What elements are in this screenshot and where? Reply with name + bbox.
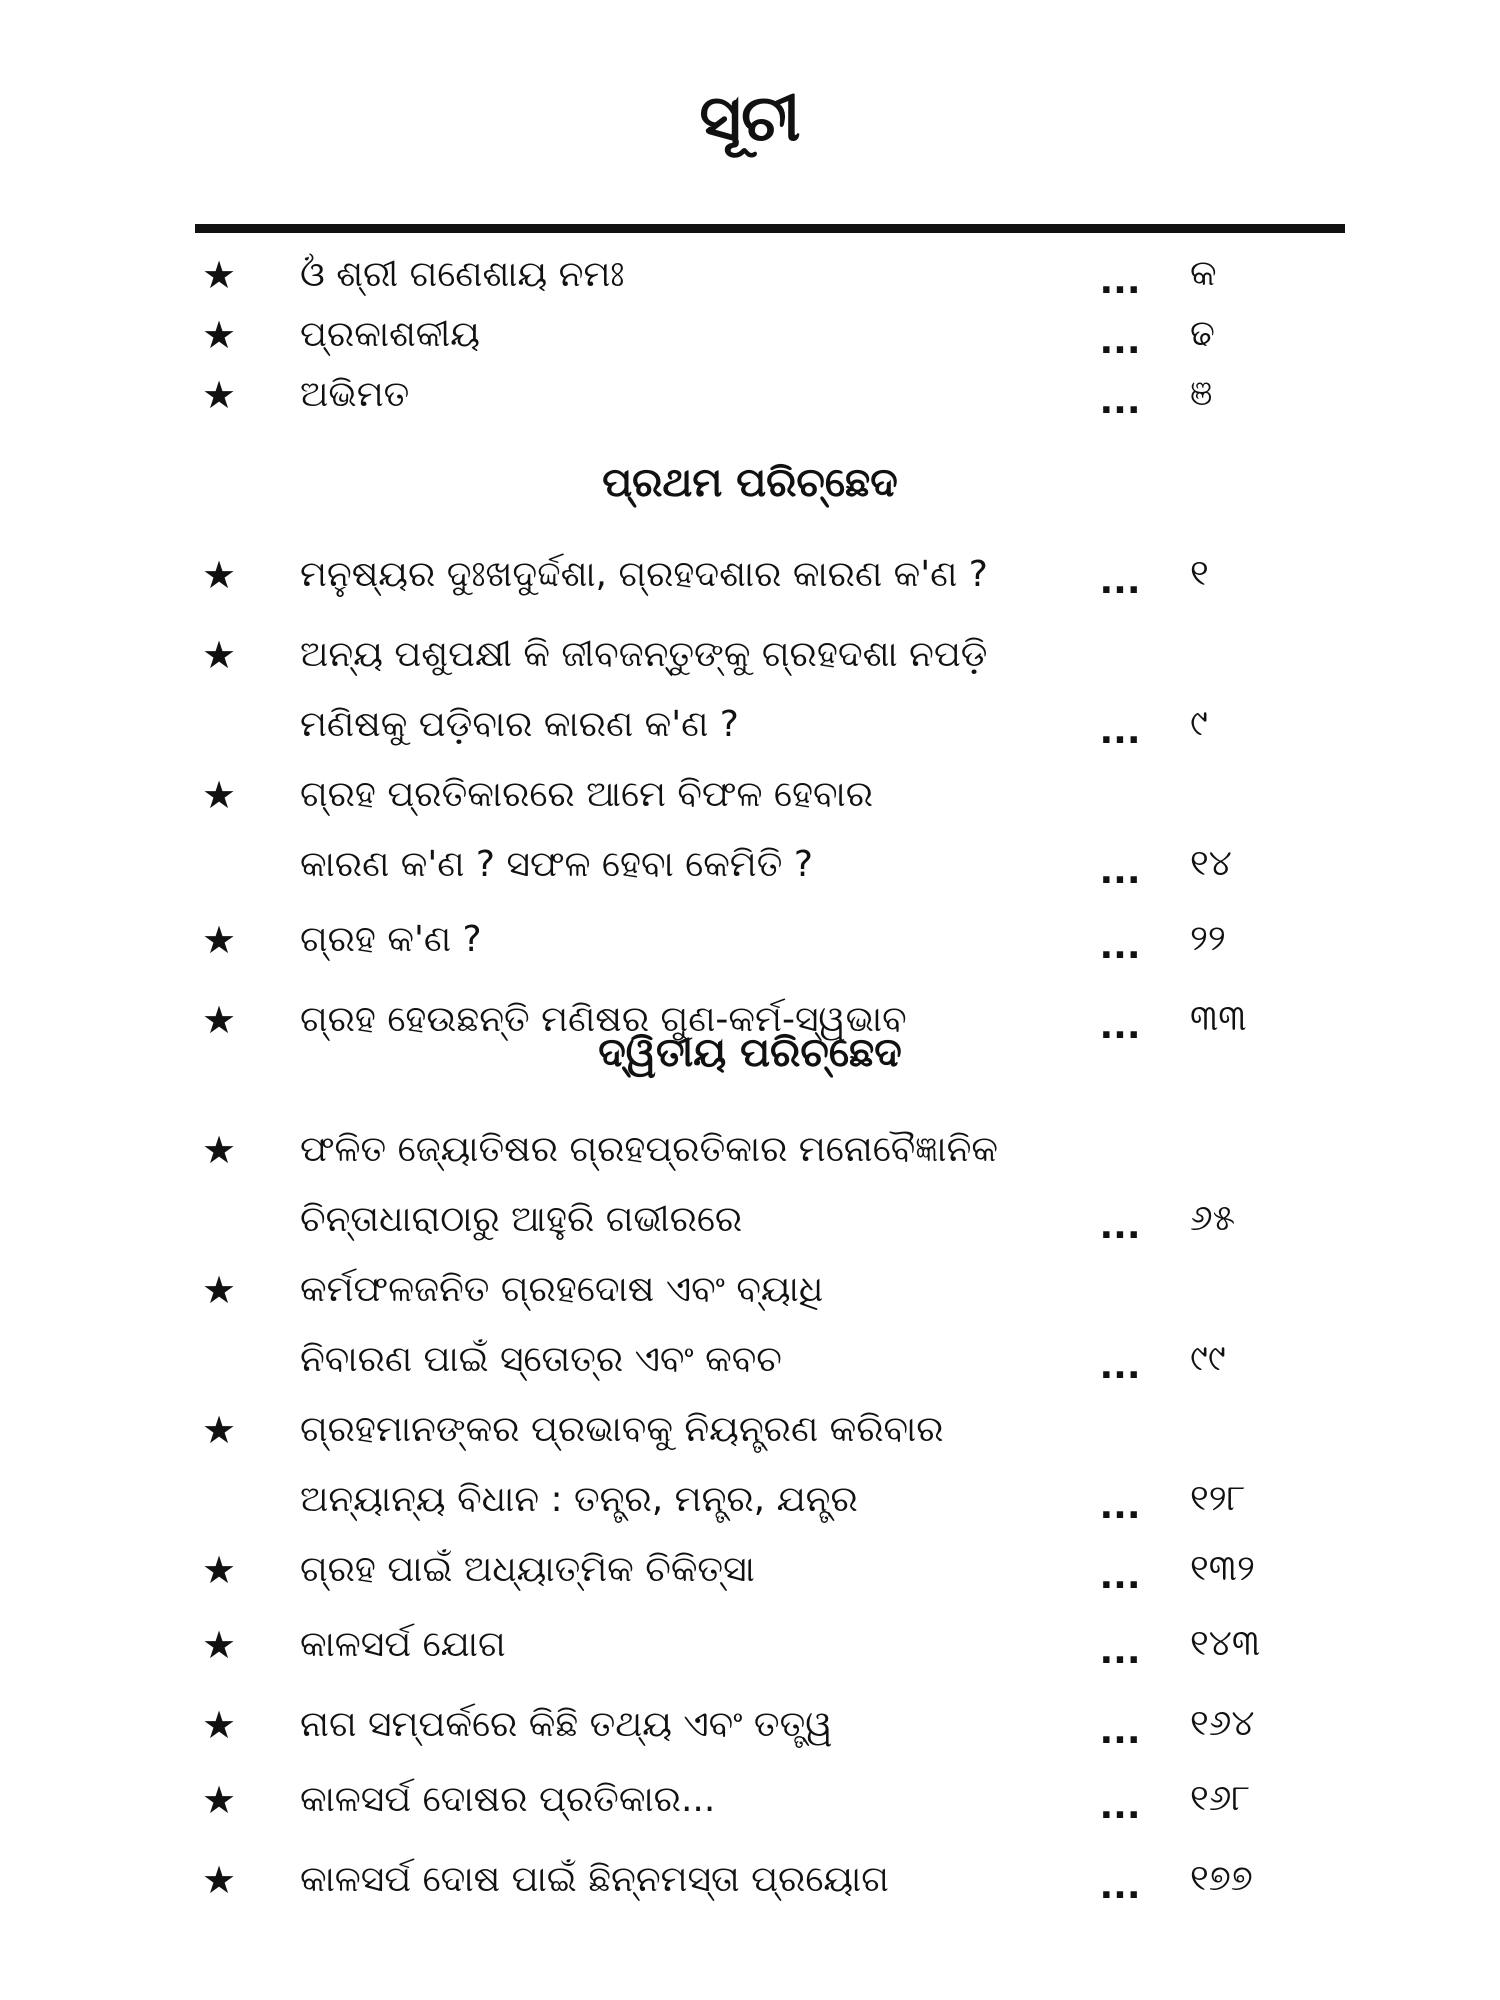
star-bullet-icon: ★	[201, 773, 237, 817]
page-number: ୯୯	[1190, 1338, 1226, 1379]
leader-dots: ...	[1099, 1786, 1141, 1827]
leader-dots: ...	[1099, 1346, 1141, 1387]
entry-title-line: ପ୍ରକାଶକୀୟ	[300, 314, 480, 355]
page-number: କ	[1190, 253, 1217, 294]
leader-dots: ...	[1099, 926, 1141, 967]
leader-dots: ...	[1099, 381, 1141, 422]
entry-title-line: ନାଗ ସମ୍ପର୍କରେ କିଛି ତଥ୍ୟ ଏବଂ ତତ୍ତ୍ୱ	[300, 1704, 833, 1745]
page-number: ୧୩୨	[1190, 1548, 1255, 1589]
star-bullet-icon: ★	[201, 253, 237, 297]
entry-title-line: ଗ୍ରହ କ'ଣ ?	[300, 919, 482, 960]
leader-dots: ...	[1099, 321, 1141, 362]
star-bullet-icon: ★	[201, 633, 237, 677]
page-number: ୧୭୭	[1190, 1858, 1253, 1899]
leader-dots: ...	[1099, 1206, 1141, 1247]
entry-title-line: କାରଣ କ'ଣ ? ସଫଳ ହେବା କେମିତି ?	[300, 844, 813, 885]
page-number: ଢ	[1190, 313, 1215, 354]
entry-title-line: ନିବାରଣ ପାଇଁ ସ୍ତୋତ୍ର ଏବଂ କବଚ	[300, 1339, 782, 1380]
section-heading: ଦ୍ୱିତୀୟ ପରିଚ୍ଛେଦ	[598, 1030, 902, 1076]
leader-dots: ...	[1099, 1711, 1141, 1752]
leader-dots: ...	[1099, 1556, 1141, 1597]
entry-title-line: ମନୁଷ୍ୟର ଦୁଃଖଦୁର୍ଦ୍ଦଶା, ଗ୍ରହଦଶାର କାରଣ କ'ଣ ?	[300, 554, 988, 595]
leader-dots: ...	[1099, 1631, 1141, 1672]
entry-title-line: ମଣିଷକୁ ପଡ଼ିବାର କାରଣ କ'ଣ ?	[300, 704, 739, 745]
page-number: ଞ	[1190, 373, 1213, 414]
page-number: ୧୪	[1190, 843, 1232, 884]
page-number: ୬୫	[1190, 1198, 1236, 1239]
entry-title-line: ଅନ୍ୟ ପଶୁପକ୍ଷୀ କି ଜୀବଜନ୍ତୁଙ୍କୁ ଗ୍ରହଦଶା ନପଡ଼ି	[300, 634, 988, 675]
entry-title-line: କାଳସର୍ପ ଯୋଗ	[300, 1624, 506, 1665]
star-bullet-icon: ★	[201, 373, 237, 417]
page-number: ୧୬୮	[1190, 1778, 1251, 1819]
page-number: ୧	[1190, 553, 1209, 594]
star-bullet-icon: ★	[201, 998, 237, 1042]
leader-dots: ...	[1099, 1006, 1141, 1047]
star-bullet-icon: ★	[201, 553, 237, 597]
entry-title-line: କାଳସର୍ପ ଦୋଷ ପାଇଁ ଛିନ୍ନମସ୍ତା ପ୍ରୟୋଗ	[300, 1859, 889, 1900]
leader-dots: ...	[1099, 561, 1141, 602]
star-bullet-icon: ★	[201, 1623, 237, 1667]
star-bullet-icon: ★	[201, 1548, 237, 1592]
entry-title-line: କାଳସର୍ପ ଦୋଷର ପ୍ରତିକାର...	[300, 1779, 716, 1820]
star-bullet-icon: ★	[201, 1268, 237, 1312]
entry-title-line: ଗ୍ରହ ପାଇଁ ଅଧ୍ୟାତ୍ମିକ ଚିକିତ୍ସା	[300, 1549, 755, 1590]
entry-title-line: ଗ୍ରହ ହେଉଛନ୍ତି ମଣିଷର ଗୁଣ-କର୍ମ-ସ୍ୱଭାବ	[300, 999, 907, 1040]
entry-title-line: ଫଳିତ ଜ୍ୟୋତିଷର ଗ୍ରହପ୍ରତିକାର ମନୋବୈଜ୍ଞାନିକ	[300, 1129, 998, 1170]
leader-dots: ...	[1099, 1486, 1141, 1527]
section-heading: ପ୍ରଥମ ପରିଚ୍ଛେଦ	[602, 460, 898, 506]
entry-title-line: ଅଭିମତ	[300, 374, 410, 415]
toc-title: ସୂଚୀ	[699, 82, 801, 156]
star-bullet-icon: ★	[201, 1703, 237, 1747]
star-bullet-icon: ★	[201, 1858, 237, 1902]
entry-title-line: ଗ୍ରହ ପ୍ରତିକାରରେ ଆମେ ବିଫଳ ହେବାର	[300, 774, 873, 815]
page-number: ୧୬୪	[1190, 1703, 1255, 1744]
leader-dots: ...	[1099, 1866, 1141, 1907]
star-bullet-icon: ★	[201, 313, 237, 357]
star-bullet-icon: ★	[201, 1408, 237, 1452]
page-number: ୨୨	[1190, 918, 1226, 959]
star-bullet-icon: ★	[201, 1778, 237, 1822]
star-bullet-icon: ★	[201, 918, 237, 962]
entry-title-line: କର୍ମଫଳଜନିତ ଗ୍ରହଦୋଷ ଏବଂ ବ୍ୟାଧି	[300, 1269, 824, 1310]
page-number: ୧୨୮	[1190, 1478, 1246, 1519]
title-rule	[195, 224, 1345, 233]
page-number: ୩୩	[1190, 998, 1247, 1039]
entry-title-line: ଚିନ୍ତାଧାରାଠାରୁ ଆହୁରି ଗଭୀରରେ	[300, 1199, 743, 1240]
leader-dots: ...	[1099, 851, 1141, 892]
page-number: ୧୪୩	[1190, 1623, 1261, 1664]
entry-title-line: ଗ୍ରହମାନଙ୍କର ପ୍ରଭାବକୁ ନିୟନ୍ତ୍ରଣ କରିବାର	[300, 1409, 944, 1450]
page-number: ୯	[1190, 703, 1208, 744]
leader-dots: ...	[1099, 711, 1141, 752]
entry-title-line: ଓଁ ଶ୍ରୀ ଗଣେଶାୟ ନମଃ	[300, 254, 625, 295]
leader-dots: ...	[1099, 261, 1141, 302]
entry-title-line: ଅନ୍ୟାନ୍ୟ ବିଧାନ : ତନ୍ତ୍ର, ମନ୍ତ୍ର, ଯନ୍ତ୍ର	[300, 1479, 858, 1520]
star-bullet-icon: ★	[201, 1128, 237, 1172]
